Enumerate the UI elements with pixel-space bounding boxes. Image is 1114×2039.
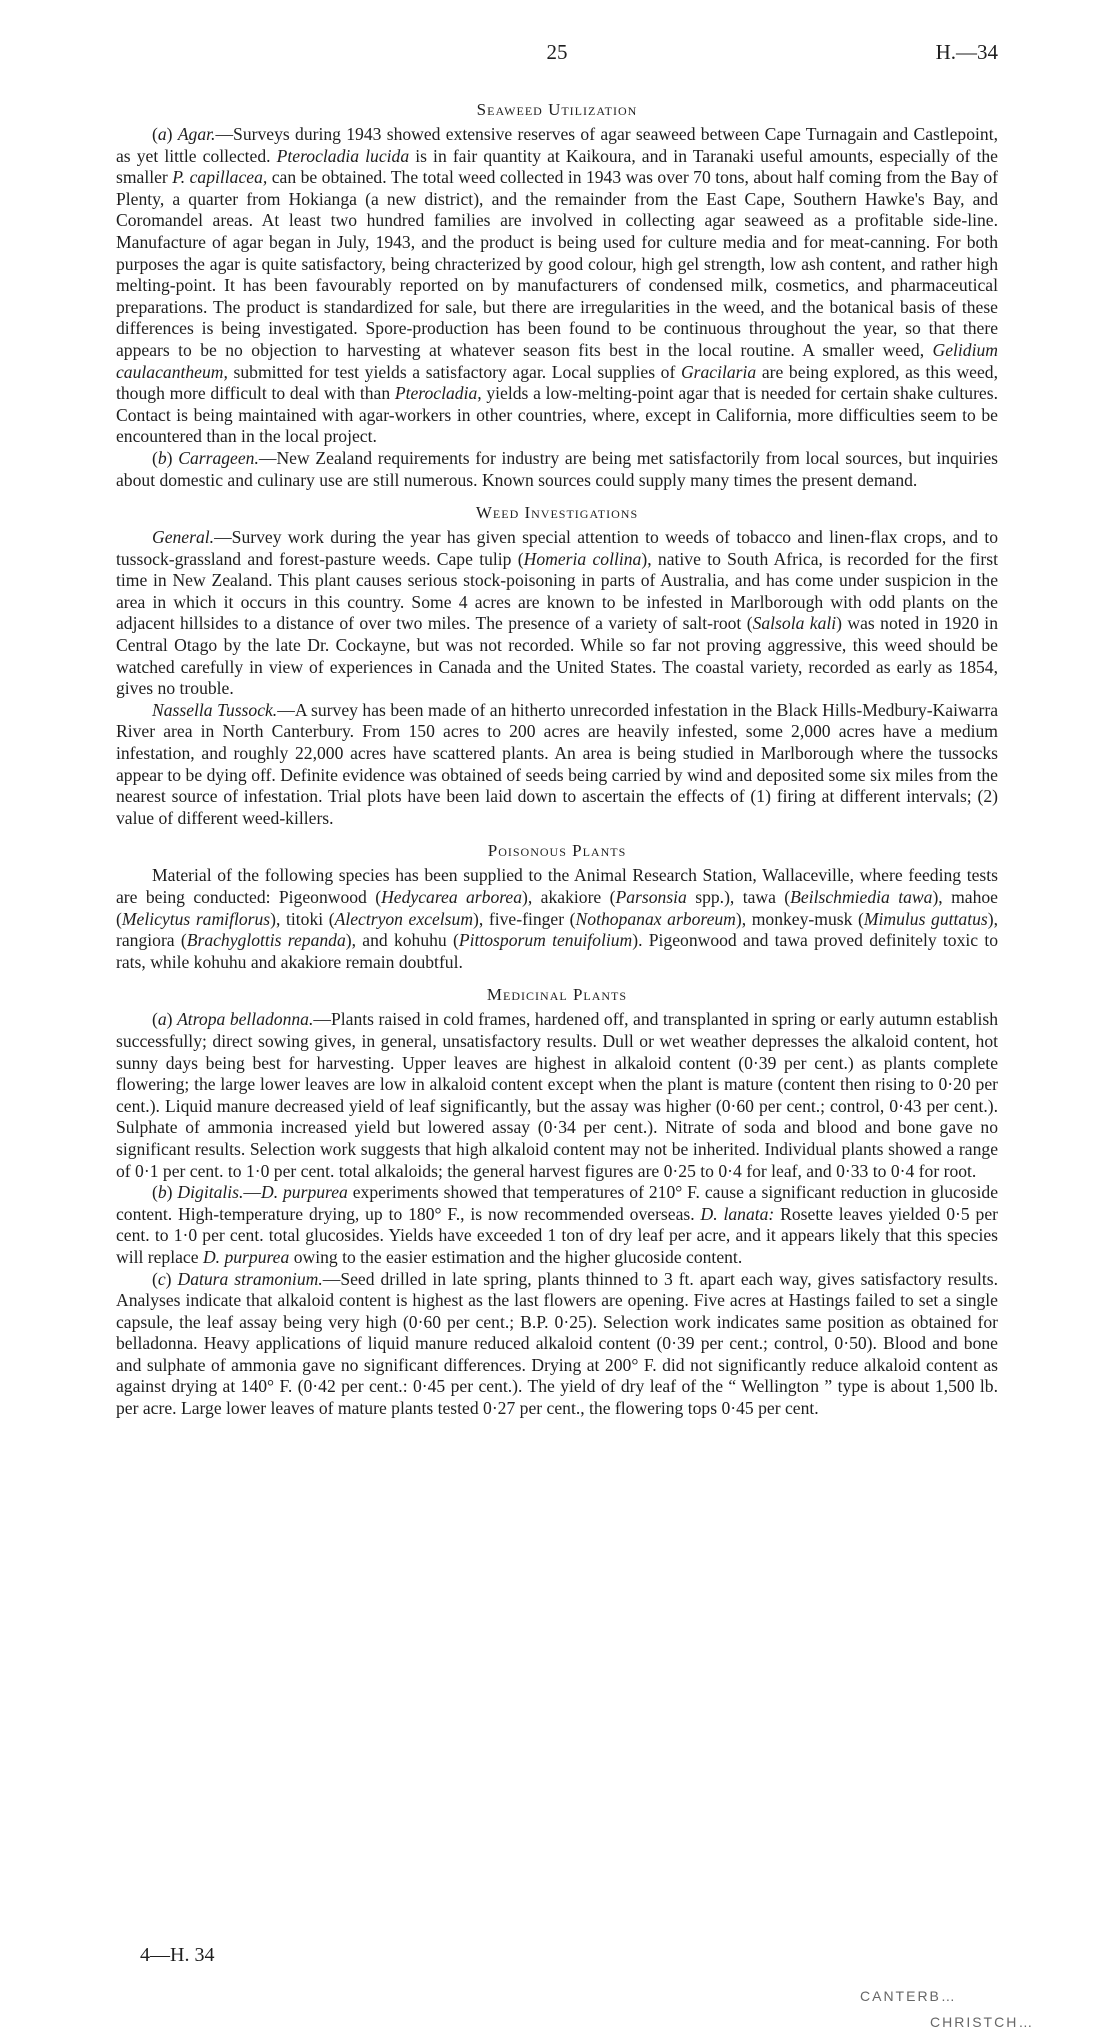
italic-run: Alectryon excelsum [334, 908, 474, 929]
text-run: owing to the easier estimation and the higher glucoside content. [289, 1246, 743, 1267]
paragraph [116, 124, 998, 448]
italic-run: Carrageen. [178, 447, 259, 468]
document-body [116, 88, 998, 1420]
italic-run: Atropa belladonna. [177, 1009, 314, 1030]
text-run: spp.), tawa ( [686, 887, 791, 907]
italic-run: Gracilaria [680, 361, 757, 382]
page-header [116, 40, 998, 80]
italic-run: Parsonsia [615, 887, 687, 907]
italic-run: Brachyglottis repanda [186, 930, 346, 951]
text-run: —Seed drilled in late spring, plants thinned to 3 ft. apart each way, gives satisfactory results. Analyses indicate that alkaloid content is highest as the last flowers are opening. Five acres at Hastings failed to set a single capsule, the leaf assay being very high (0·60 per cent.; B.P. 0·25). Selection work indicates same position as obtained for belladonna. Heavy applications of liquid manure reduced alkaloid content (0·39 per cent.; control, 0·50). Blood and bone and sulphate of ammonia gave no significant differences. Drying at 200° F. did not significantly reduce alkaloid content as against drying at 140° F. (0·42 per cent.: 0·45 per cent.). The yield of dry leaf of the “ Wellington ” type is about 1,500 lb. per acre. Large lower leaves of mature plants tested 0·27 per cent., the flowering tops 0·45 per cent. [116, 1268, 998, 1419]
italic-run: a [157, 1009, 167, 1030]
italic-run: Nothopanax arboreum [575, 908, 736, 929]
italic-run: Nassella Tussock. [152, 699, 278, 720]
document-code: H.—34 [935, 40, 998, 64]
paragraph [116, 1269, 998, 1420]
italic-run: c [157, 1268, 166, 1289]
italic-run: b [157, 1182, 167, 1203]
page-number: 25 [546, 40, 568, 64]
text-run: ), akakiore ( [522, 887, 616, 907]
paragraph [116, 865, 998, 973]
text-run: Rosette leaves yielded 0·5 per cent. to 1·0 per cent. total glucosides. Yields have exceeded 1 ton of dry leaf per acre, and it appears likely that this species will replace [116, 1203, 998, 1267]
italic-run: Pterocladia lucida [276, 145, 410, 166]
italic-run: Pterocladia, [394, 383, 482, 404]
italic-run: Mimulus guttatus [863, 908, 988, 929]
italic-run: Beilschmiedia tawa [790, 887, 933, 907]
text-run: ), titoki ( [270, 908, 335, 929]
text-run: are being explored, as this weed, though more difficult to deal with than [116, 361, 998, 404]
italic-run: P. capillacea, [172, 167, 268, 188]
paragraph [116, 700, 998, 830]
italic-run: a [157, 124, 167, 144]
section-heading: Seaweed Utilization [476, 100, 638, 119]
text-run: ) [165, 1268, 178, 1289]
italic-run: General. [152, 527, 215, 548]
text-run: ( [152, 447, 158, 468]
text-run: ( [152, 1009, 158, 1030]
text-run: ), native to South Africa, is recorded for the first time in New Zealand. This plant causes serious stock-poisoning in parts of Australia, and has come under suspicion in the area in which it occurs in this country. Some 4 acres are known to be infested in Marlborough with odd plants on the adjacent hillsides to a distance of over two miles. The presence of a variety of salt-root ( [116, 548, 999, 634]
paragraph [116, 1009, 998, 1182]
section-heading: Poisonous Plants [487, 841, 627, 861]
text-run: — [243, 1182, 262, 1203]
italic-run: b [157, 447, 167, 468]
section-heading: Medicinal Plants [486, 985, 628, 1005]
italic-run: D. purpurea [202, 1246, 290, 1267]
section-heading: Weed Investigations [475, 503, 639, 523]
paragraph [116, 448, 998, 491]
italic-run: Agar. [177, 124, 216, 144]
text-run: ) [166, 1182, 178, 1203]
text-run: ), and kohuhu ( [345, 930, 459, 951]
paragraph [116, 527, 998, 700]
library-stamp-line-1: CANTERB… [860, 1988, 957, 2004]
text-run: Material of the following species has been supplied to the Animal Research Station, Wallaceville, where feeding tests are being conducted: Pigeonwood ( [116, 865, 998, 907]
paragraph [116, 1182, 998, 1268]
text-run: experiments showed that temperatures of 210° F. cause a significant reduction in glucoside content. High-temperature drying, up to 180° F., is now recommended overseas. [116, 1182, 999, 1224]
text-run: ), mahoe ( [116, 887, 998, 929]
text-run: —Surveys during 1943 showed extensive reserves of agar seaweed between Cape Turnagain and Castlepoint, as yet little collected. [116, 124, 998, 166]
italic-run: Salsola kali [752, 613, 837, 634]
text-run: ( [152, 124, 158, 144]
text-run: ), monkey-musk ( [735, 908, 864, 929]
text-run: ( [152, 1268, 158, 1289]
text-run: —A survey has been made of an hitherto unrecorded infestation in the Black Hills-Medbury-Kaiwarra River area in North Canterbury. From 150 acres to 200 acres are heavily infested, some 2,000 acres have a medium infestation, and roughly 22,000 acres have scattered plants. An area is being studied in Marlborough where the tussocks appear to be dying off. Definite evidence was obtained of seeds being carried by wind and deposited some six miles from the nearest source of infestation. Trial plots have been laid down to ascertain the effects of (1) firing at different intervals; (2) value of different weed-killers. [116, 699, 999, 828]
text-run: ), rangiora ( [116, 908, 998, 951]
text-run: submitted for test yields a satisfactory agar. Local supplies of [227, 361, 681, 382]
library-stamp-line-2: CHRISTCH… [930, 2014, 1035, 2030]
italic-run: Digitalis. [177, 1182, 244, 1203]
italic-run: Datura stramonium. [177, 1268, 323, 1289]
text-run: —New Zealand requirements for industry are being met satisfactorily from local sources, but inquiries about domestic and culinary use are still numerous. Known sources could supply many times the present demand. [116, 447, 998, 490]
footer-signature: 4—H. 34 [140, 1944, 215, 1966]
text-run: is in fair quantity at Kaikoura, and in Taranaki useful amounts, especially of the smaller [116, 145, 998, 188]
text-run: —Plants raised in cold frames, hardened off, and transplanted in spring or early autumn establish successfully; direct sowing gives, in general, unsatisfactory results. Dull or wet weather depresses the alkaloid content, hot sunny days being best for harvesting. Upper leaves are highest in alkaloid content (0·39 per cent.) as plants complete flowering; the large lower leaves are low in alkaloid content except when the plant is mature (content then rising to 0·20 per cent.). Liquid manure decreased yield of leaf significantly, but the assay was higher (0·60 per cent.; control, 0·43 per cent.). Sulphate of ammonia increased yield but lowered assay (0·34 per cent.). Nitrate of soda and blood and bone gave no significant results. Selection work suggests that high alkaloid content may not be inherited. Individual plants showed a range of 0·1 per cent. to 1·0 per cent. total alkaloids; the general harvest figures are 0·25 to 0·4 for leaf, and 0·33 to 0·4 for root. [116, 1009, 998, 1181]
text-run: ) [166, 447, 179, 468]
text-run: ) [166, 1009, 178, 1030]
text-run: yields a low-melting-point agar that is needed for certain shake cultures. Contact is being maintained with agar-workers in other countries, where, except in California, more difficulties seem to be encountered than in the local project. [116, 383, 998, 447]
text-run: ), five-finger ( [473, 908, 576, 929]
italic-run: D. lanata: [700, 1203, 775, 1224]
text-run: ). Pigeonwood and tawa proved definitely toxic to rats, while kohuhu and akakiore remain doubtful. [116, 930, 999, 972]
text-run: ( [152, 1182, 158, 1203]
text-run: ) [166, 124, 178, 144]
italic-run: Melicytus ramiflorus [121, 908, 271, 929]
italic-run: Homeria collina [523, 548, 642, 569]
italic-run: Hedycarea arborea [381, 887, 523, 907]
text-run: ) was noted in 1920 in Central Otago by the late Dr. Cockayne, but was not recorded. While so far not proving aggressive, this weed should be watched carefully in view of experiences in Canada and the United States. The coastal variety, recorded as early as 1854, gives no trouble. [116, 613, 998, 699]
italic-run: Gelidium caulacantheum, [116, 339, 998, 382]
italic-run: D. purpurea [261, 1182, 348, 1203]
italic-run: Pittosporum tenuifolium [458, 930, 633, 951]
text-run: can be obtained. The total weed collected in 1943 was over 70 tons, about half coming from the Bay of Plenty, a quarter from Hokianga (a new district), and the remainder from the East Cape, Southern Hawke's Bay, and Coromandel areas. At least two hundred families are involved in collecting agar seaweed as a profitable side-line. Manufacture of agar began in July, 1943, and the product is being used for culture media and for meat-canning. For both purposes the agar is quite satisfactory, being chracterized by good colour, high gel strength, low ash content, and rather high melting-point. It has been favourably reported on by manufacturers of condensed milk, cosmetics, and pharmaceutical preparations. The product is standardized for sale, but there are irregularities in the weed, and the botanical basis of these differences is being investigated. Spore-production has been found to be continuous throughout the year, so that there appears to be no objection to harvesting at whatever season fits best in the local routine. A smaller weed, [116, 167, 999, 360]
text-run: —Survey work during the year has given special attention to weeds of tobacco and linen-flax crops, and to tussock-grassland and forest-pasture weeds. Cape tulip ( [116, 527, 998, 569]
